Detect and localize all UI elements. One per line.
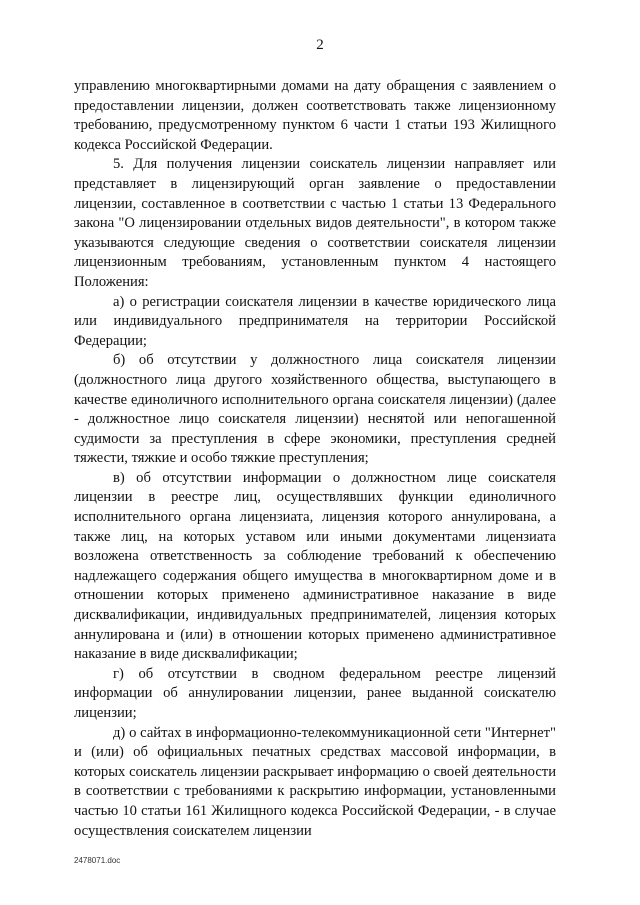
document-file-code: 2478071.doc [74, 856, 121, 865]
page-number: 2 [316, 37, 324, 53]
paragraph-item-b: б) об отсутствии у должностного лица соискателя лицензии (должностного лица другого хозяйственного общества, выступающего в качестве единоличного исполнительного органа соискателя лицензии) (далее - должностное лицо соискателя лицензии) неснятой или непогашенной судимости за преступления в сфере экономики, преступления средней тяжести, тяжкие и особо тяжкие преступления; [74, 352, 556, 467]
paragraph-clause-5: 5. Для получения лицензии соискатель лицензии направляет или представляет в лицензирующий орган заявление о предоставлении лицензии, составленное в соответствии с частью 1 статьи 13 Федерального закона "О лицензировании отдельных видов деятельности", в котором также указываются следующие сведения о соответствии соискателя лицензии лицензионным требованиям, установленным пунктом 4 настоящего Положения: [74, 156, 556, 290]
paragraph-item-d: д) о сайтах в информационно-телекоммуникационной сети "Интернет" и (или) об официальных печатных средствах массовой информации, в которых соискатель лицензии раскрывает информацию о своей деятельности в соответствии с требованиями к раскрытию информации, установленными частью 10 статьи 161 Жилищного кодекса Российской Федерации, - в случае осуществления соискателем лицензии [74, 724, 556, 839]
paragraph-continuation: управлению многоквартирными домами на дату обращения с заявлением о предоставлении лицензии, должен соответствовать также лицензионному требованию, предусмотренному пунктом 6 части 1 статьи 193 Жилищного кодекса Российской Федерации. [74, 78, 556, 153]
paragraph-item-g: г) об отсутствии в сводном федеральном реестре лицензий информации об аннулировании лицензии, ранее выданной соискателю лицензии; [74, 665, 556, 721]
paragraph-item-a: а) о регистрации соискателя лицензии в качестве юридического лица или индивидуального предпринимателя на территории Российской Федерации; [74, 293, 556, 349]
paragraph-item-v: в) об отсутствии информации о должностном лице соискателя лицензии в реестре лиц, осуществлявших функции единоличного исполнительного органа лицензиата, лицензия которого аннулирована, а также лиц, на которых уставом или иными документами лицензиата возложена ответственность за соблюдение требований к обеспечению надлежащего содержания общего имущества в многоквартирном доме и в отношении которых применено административное наказание в виде дисквалификации, индивидуальных предпринимателей, лицензия которых аннулирована и (или) в отношении которых применено административное наказание в виде дисквалификации; [74, 469, 556, 663]
document-body [74, 77, 556, 841]
